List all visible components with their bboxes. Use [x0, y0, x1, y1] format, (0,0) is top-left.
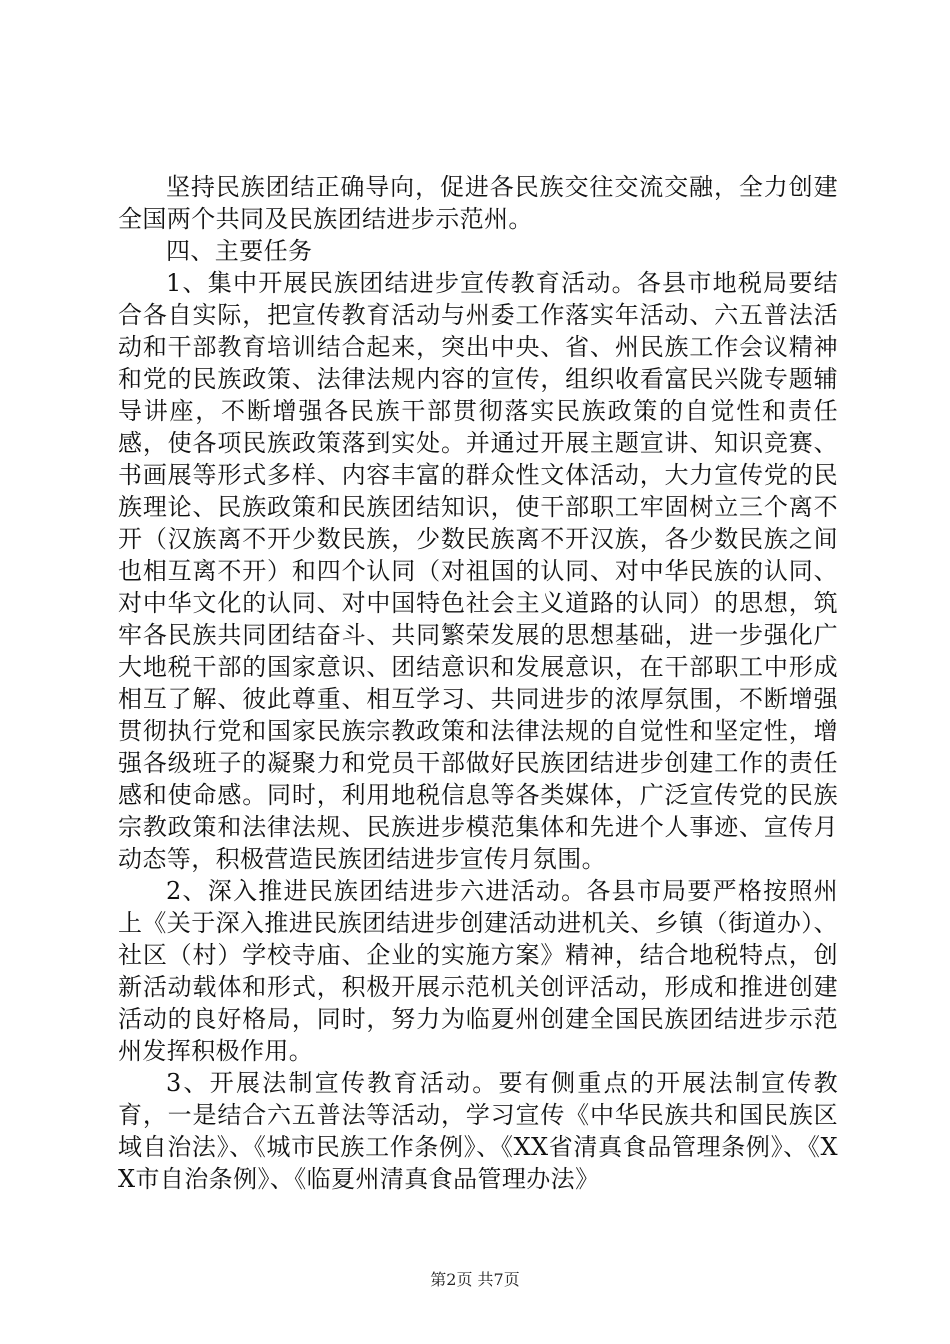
paragraph-intro: 坚持民族团结正确导向，促进各民族交往交流交融，全力创建全国两个共同及民族团结进步示范州。 — [118, 173, 838, 233]
section-heading-main-tasks: 四、主要任务 — [166, 237, 313, 265]
paragraph-task-3: 3、开展法制宣传教育活动。要有侧重点的开展法制宣传教育，一是结合六五普法等活动，学习宣传《中华民族共和国民族区域自治法》、《城市民族工作条例》、《XX省清真食品管理条例》、《XX市自治条例》、《临夏州清真食品管理办法》 — [118, 1069, 838, 1193]
paragraph-task-1: 1、集中开展民族团结进步宣传教育活动。各县市地税局要结合各自实际，把宣传教育活动与州委工作落实年活动、六五普法活动和干部教育培训结合起来，突出中央、省、州民族工作会议精神和党的民族政策、法律法规内容的宣传，组织收看富民兴陇专题辅导讲座，不断增强各民族干部贯彻落实民族政策的自觉性和责任感，使各项民族政策落到实处。并通过开展主题宣讲、知识竞赛、书画展等形式多样、内容丰富的群众性文体活动，大力宣传党的民族理论、民族政策和民族团结知识，使干部职工牢固树立三个离不开（汉族离不开少数民族，少数民族离不开汉族，各少数民族之间也相互离不开）和四个认同（对祖国的认同、对中华民族的认同、对中华文化的认同、对中国特色社会主义道路的认同）的思想，筑牢各民族共同团结奋斗、共同繁荣发展的思想基础，进一步强化广大地税干部的国家意识、团结意识和发展意识，在干部职工中形成相互了解、彼此尊重、相互学习、共同进步的浓厚氛围，不断增强贯彻执行党和国家民族宗教政策和法律法规的自觉性和坚定性，增强各级班子的凝聚力和党员干部做好民族团结进步创建工作的责任感和使命感。同时，利用地税信息等各类媒体，广泛宣传党的民族宗教政策和法律法规、民族进步模范集体和先进个人事迹、宣传月动态等，积极营造民族团结进步宣传月氛围。 — [118, 269, 838, 873]
document-body — [118, 171, 838, 1195]
paragraph-task-2: 2、深入推进民族团结进步六进活动。各县市局要严格按照州上《关于深入推进民族团结进步创建活动进机关、乡镇（街道办）、社区（村）学校寺庙、企业的实施方案》精神，结合地税特点，创新活动载体和形式，积极开展示范机关创评活动，形成和推进创建活动的良好格局，同时，努力为临夏州创建全国民族团结进步示范州发挥积极作用。 — [118, 877, 838, 1065]
page-number-footer: 第2页 共7页 — [430, 1270, 520, 1289]
